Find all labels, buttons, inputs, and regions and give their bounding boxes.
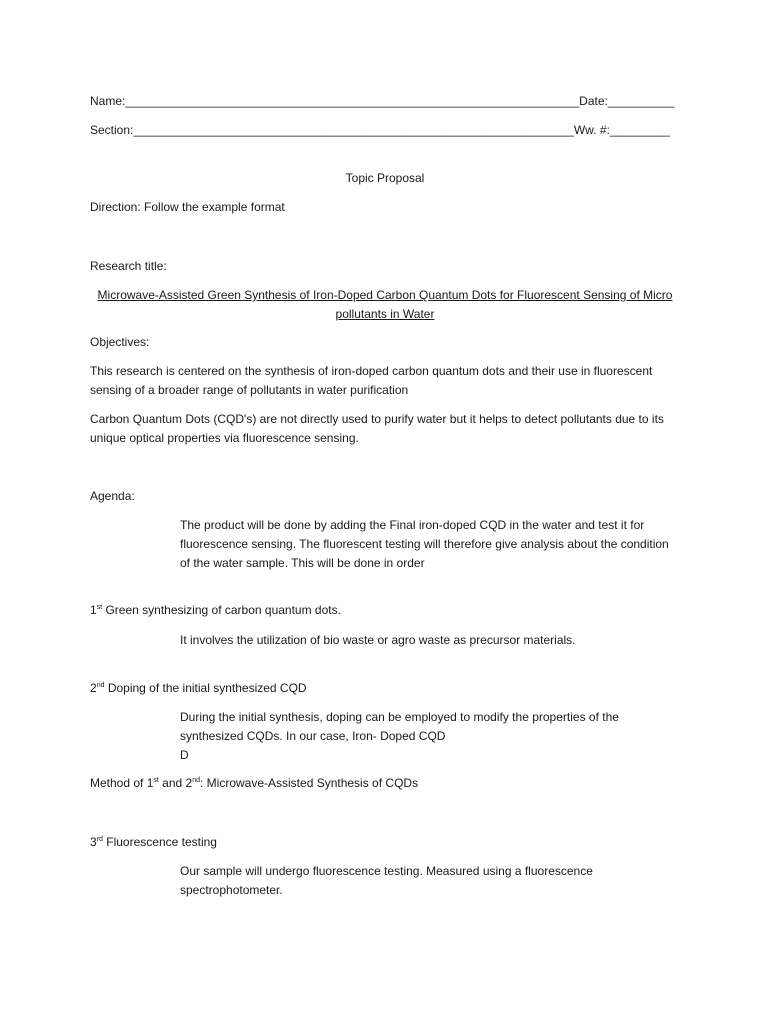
step-1-description: It involves the utilization of bio waste or agro waste as precursor materials. xyxy=(180,633,576,647)
step-1-title: Green synthesizing of carbon quantum dots. xyxy=(102,603,341,617)
section-week-line: Section:__________________________________________________________________Ww. #:_________ xyxy=(90,123,670,137)
step-2-heading xyxy=(90,679,307,698)
step-1-number: 1 xyxy=(90,603,97,617)
objectives-label: Objectives: xyxy=(90,335,150,349)
research-title: Microwave-Assisted Green Synthesis of Iron-Doped Carbon Quantum Dots for Fluorescent Sensing of Micro pollutants in Water xyxy=(97,288,673,321)
step-2-number: 2 xyxy=(90,681,97,695)
step-3-heading xyxy=(90,833,217,852)
name-date-line: Name:____________________________________________________________________Date:__________ xyxy=(90,94,675,108)
direction-text: Direction: Follow the example format xyxy=(90,200,285,214)
step-3-superscript: rd xyxy=(96,836,103,843)
method-superscript-1: st xyxy=(153,777,159,784)
objective-paragraph-2: Carbon Quantum Dots (CQD's) are not directly used to purify water but it helps to detect pollutants due to its unique optical properties via fluorescence sensing. xyxy=(90,412,664,445)
objective-paragraph-1: This research is centered on the synthesis of iron-doped carbon quantum dots and their use in fluorescent sensing of a broader range of pollutants in water purification xyxy=(90,364,653,397)
method-superscript-2: nd xyxy=(192,777,200,784)
step-2-superscript: nd xyxy=(96,682,105,689)
method-middle: and 2 xyxy=(158,776,193,790)
step-2-stray-text: D xyxy=(180,748,189,762)
method-line xyxy=(90,774,418,793)
step-2-description: During the initial synthesis, doping can be employed to modify the properties of the synthesized CQDs. In our case, Iron- Doped CQD xyxy=(180,710,619,743)
step-3-title: Fluorescence testing xyxy=(102,835,217,849)
step-1-superscript: st xyxy=(96,604,103,611)
method-prefix: Method of 1 xyxy=(90,776,154,790)
step-3-description: Our sample will undergo fluorescence testing. Measured using a fluorescence spectrophotometer. xyxy=(180,864,593,897)
agenda-label: Agenda: xyxy=(90,489,135,503)
agenda-paragraph: The product will be done by adding the Final iron-doped CQD in the water and test it for fluorescence sensing. The fluorescent testing will therefore give analysis about the condition of the water sample. This will be done in order xyxy=(180,518,669,570)
research-title-label: Research title: xyxy=(90,259,167,273)
step-2-title: Doping of the initial synthesized CQD xyxy=(104,681,307,695)
method-suffix: : Microwave-Assisted Synthesis of CQDs xyxy=(200,776,419,790)
page-title: Topic Proposal xyxy=(345,171,425,185)
step-3-number: 3 xyxy=(90,835,97,849)
step-1-heading xyxy=(90,601,341,620)
